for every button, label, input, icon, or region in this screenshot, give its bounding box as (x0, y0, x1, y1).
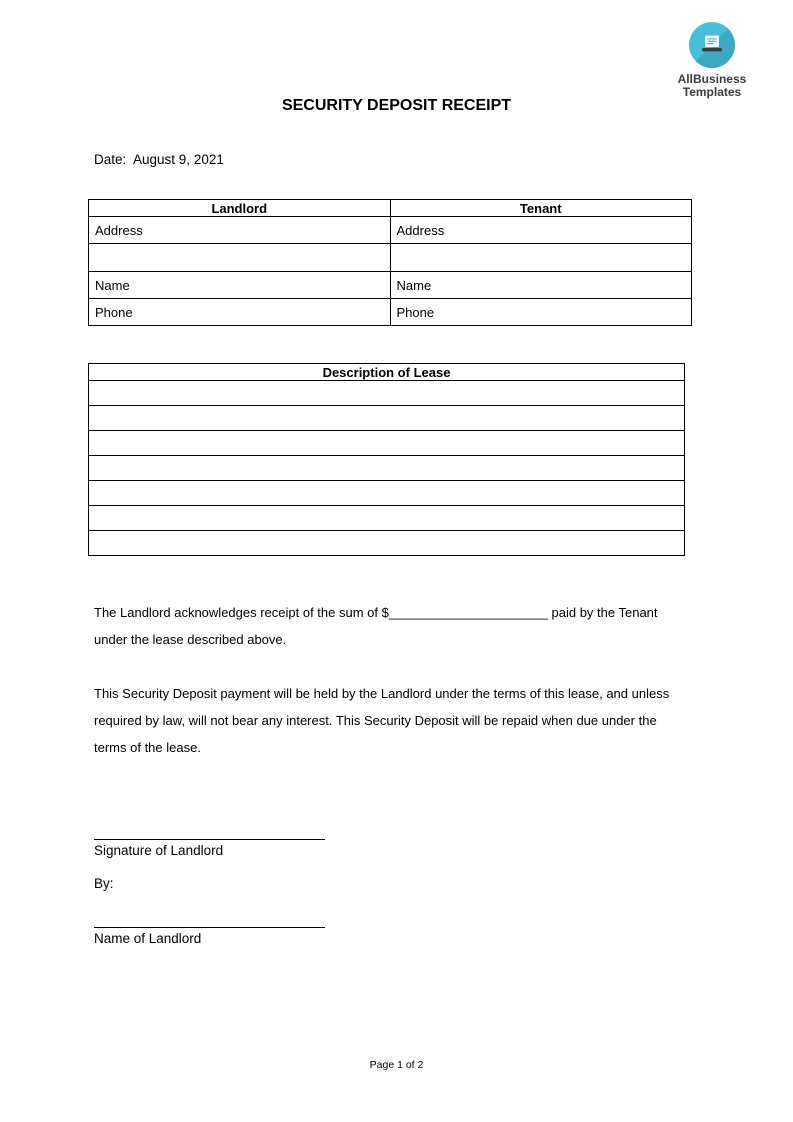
date-label: Date: August 9, 2021 (94, 152, 224, 167)
lease-empty-cell (89, 506, 685, 531)
by-label: By: (94, 876, 114, 891)
landlord-header-cell: Landlord (89, 200, 391, 217)
lease-empty-cell (89, 431, 685, 456)
table-row (89, 506, 685, 531)
table-row (89, 244, 692, 272)
landlord-name-cell: Name (89, 272, 391, 299)
signature-of-landlord-label: Signature of Landlord (94, 843, 224, 858)
name-of-landlord-label: Name of Landlord (94, 931, 202, 946)
table-row (89, 272, 692, 299)
laptop-icon (697, 34, 727, 56)
parties-header-row (89, 200, 692, 217)
tenant-phone-cell: Phone (390, 299, 692, 326)
paragraph-line: required by law, will not bear any interest. This Security Deposit will be repaid when due under the (94, 713, 657, 728)
landlord-address2-cell (89, 244, 391, 272)
paragraph-line: The Landlord acknowledges receipt of the sum of $______________________ paid by the Tenant (94, 605, 658, 620)
lease-empty-cell (89, 381, 685, 406)
table-row (89, 217, 692, 244)
lease-header-cell: Description of Lease (89, 364, 685, 381)
logo-circle (689, 22, 735, 68)
tenant-header-cell: Tenant (390, 200, 692, 217)
table-row (89, 531, 685, 556)
table-row (89, 406, 685, 431)
table-row (89, 299, 692, 326)
lease-empty-cell (89, 456, 685, 481)
lease-empty-cell (89, 531, 685, 556)
lease-empty-cell (89, 406, 685, 431)
lease-description-table (88, 363, 685, 556)
page-title: SECURITY DEPOSIT RECEIPT (281, 97, 512, 114)
tenant-address2-cell (390, 244, 692, 272)
deposit-terms-paragraph (94, 680, 669, 761)
paragraph-line: under the lease described above. (94, 632, 287, 647)
lease-empty-cell (89, 481, 685, 506)
parties-table (88, 199, 692, 326)
paragraph-line: This Security Deposit payment will be held by the Landlord under the terms of this lease, and unless (94, 686, 670, 701)
table-row (89, 456, 685, 481)
logo-text-line2: Templates (682, 84, 742, 99)
lease-header-row (89, 364, 685, 381)
paragraph-line: terms of the lease. (94, 740, 201, 755)
receipt-acknowledgement-paragraph (94, 599, 658, 653)
name-line (94, 927, 325, 928)
table-row (89, 381, 685, 406)
signature-line (94, 839, 325, 840)
tenant-name-cell: Name (390, 272, 692, 299)
page-indicator: Page 1 of 2 (369, 1059, 424, 1071)
table-row (89, 481, 685, 506)
tenant-address-cell: Address (390, 217, 692, 244)
landlord-address-cell: Address (89, 217, 391, 244)
table-row (89, 431, 685, 456)
logo-text-line1: AllBusiness (677, 72, 747, 86)
allbusiness-logo (652, 22, 772, 98)
landlord-phone-cell: Phone (89, 299, 391, 326)
